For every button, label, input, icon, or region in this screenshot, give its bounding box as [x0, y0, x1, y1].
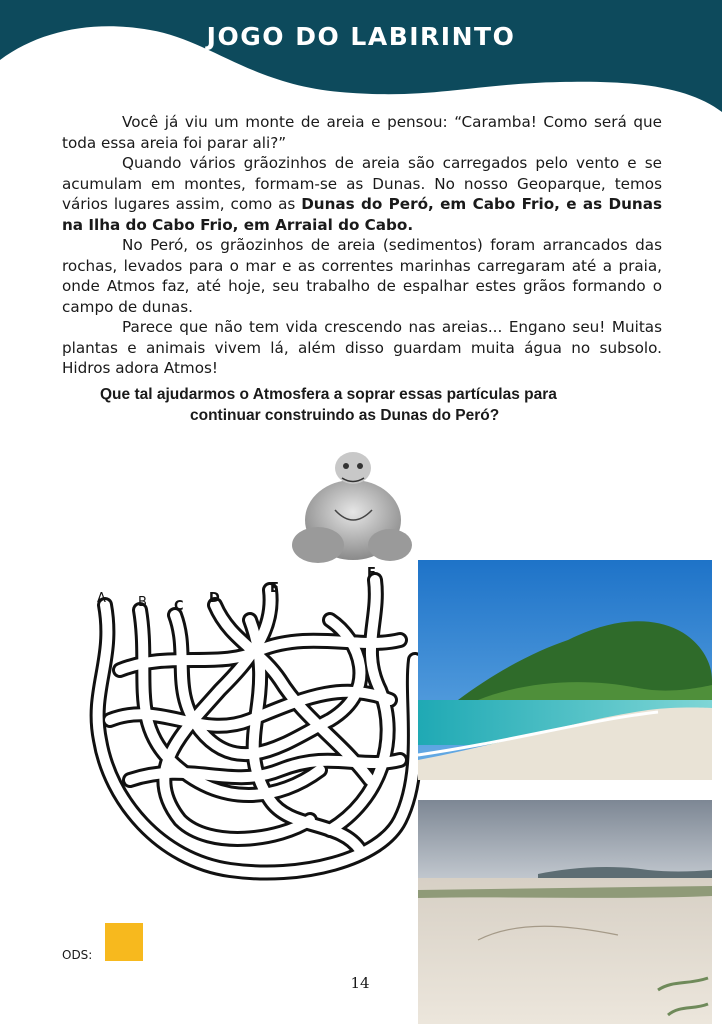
- beach-hill-photo: [418, 560, 712, 780]
- page-title: JOGO DO LABIRINTO: [206, 22, 516, 51]
- maze-label-e: E: [270, 581, 279, 596]
- maze-label-a: A: [97, 591, 106, 606]
- question: [100, 385, 680, 426]
- maze-label-c: C: [174, 599, 184, 614]
- paragraph-4: Parece que não tem vida crescendo nas areias... Engano seu! Muitas plantas e animais vivem lá, além disso guardam muita água no subsolo. Hidros adora Atmos!: [62, 318, 662, 377]
- page-number: 14: [350, 974, 370, 992]
- paragraph-3: No Peró, os grãozinhos de areia (sedimentos) foram arrancados das rochas, levados para o mar e as correntes marinhas carregaram até a praia, onde Atmos faz, até hoje, seu trabalho de espalhar estes grãos formando o campo de dunas.: [62, 236, 662, 316]
- ods-label: ODS:: [62, 948, 93, 962]
- ods-badge: [105, 923, 143, 961]
- dunes-photo: [418, 800, 712, 1024]
- header-wave: [0, 0, 722, 130]
- maze-label-d: D: [209, 591, 220, 606]
- atmos-character-icon: [292, 452, 412, 563]
- beach-hill-photo-icon: [418, 560, 712, 780]
- body-text: [62, 112, 662, 379]
- paragraph-2-bold: Dunas do Peró, em Cabo Frio, e as Dunas na Ilha do Cabo Frio, em Arraial do Cabo.: [62, 195, 662, 234]
- maze-icon: [80, 440, 425, 900]
- question-line-1: Que tal ajudarmos o Atmosfera a soprar essas partículas para: [100, 386, 557, 403]
- maze-label-b: B: [138, 595, 147, 610]
- maze-label-f: F: [367, 566, 376, 581]
- paragraph-1: Você já viu um monte de areia e pensou: “Caramba! Como será que toda essa areia foi parar ali?”: [62, 113, 662, 152]
- question-line-2: continuar construindo as Dunas do Peró?: [190, 406, 500, 424]
- paragraph-2-text: Quando vários grãozinhos de areia são carregados pelo vento e se acumulam em montes, formam-se as Dunas. No nosso Geoparque, temos vários lugares assim, como as: [62, 154, 662, 213]
- dunes-photo-icon: [418, 800, 712, 1024]
- paragraph-2: [62, 153, 662, 235]
